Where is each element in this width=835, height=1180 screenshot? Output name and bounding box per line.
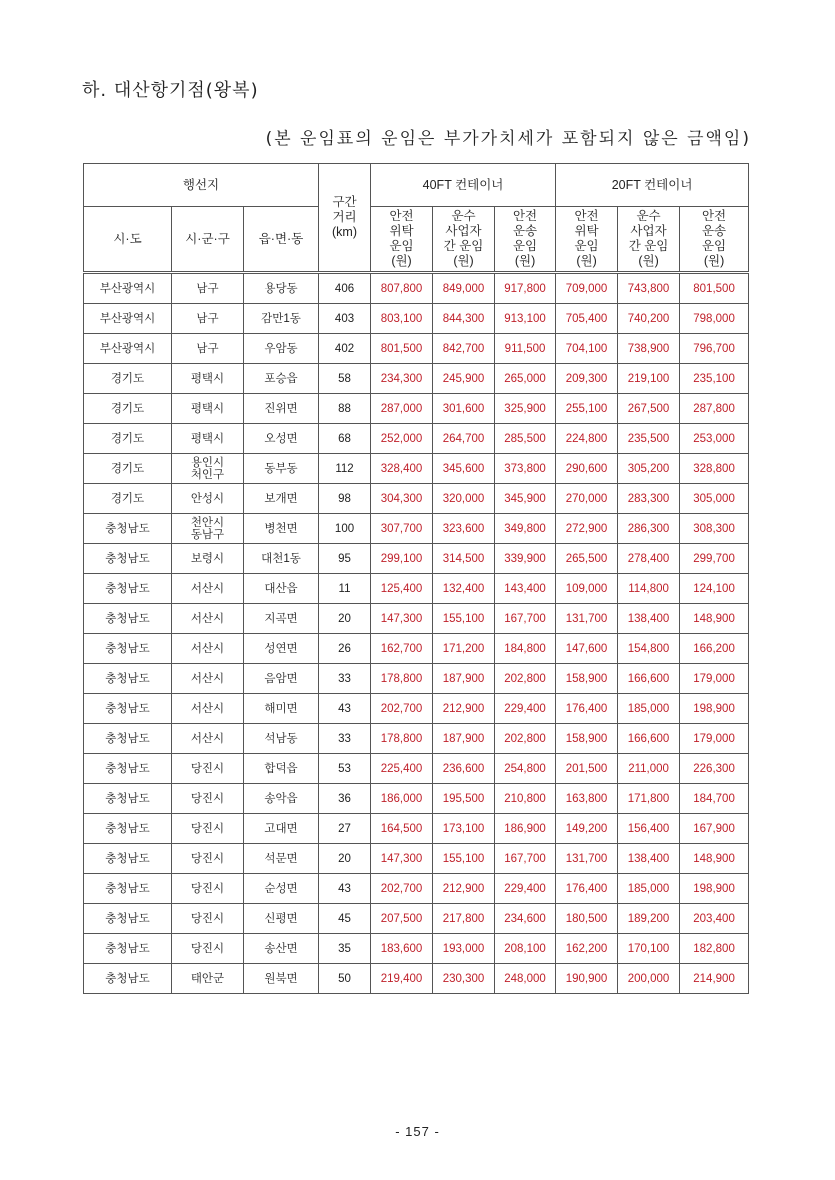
cell-40ft-transport: 254,800 [495,754,556,784]
cell-20ft-consign: 290,600 [556,454,618,484]
cell-sido: 충청남도 [84,844,172,874]
cell-sido: 충청남도 [84,964,172,994]
cell-sigungu: 서산시 [172,604,244,634]
cell-sigungu: 태안군 [172,964,244,994]
cell-20ft-transport: 796,700 [680,334,749,364]
cell-eupmyeondong: 보개면 [244,484,319,514]
cell-sido: 충청남도 [84,634,172,664]
cell-40ft-consign: 207,500 [371,904,433,934]
cell-40ft-transport: 167,700 [495,844,556,874]
cell-40ft-consign: 328,400 [371,454,433,484]
cell-20ft-consign: 272,900 [556,514,618,544]
cell-20ft-carrier: 156,400 [618,814,680,844]
cell-distance: 20 [319,844,371,874]
cell-20ft-consign: 201,500 [556,754,618,784]
cell-sigungu: 당진시 [172,874,244,904]
cell-20ft-transport: 124,100 [680,574,749,604]
cell-40ft-consign: 183,600 [371,934,433,964]
cell-eupmyeondong: 순성면 [244,874,319,904]
cell-40ft-carrier: 217,800 [433,904,495,934]
cell-40ft-carrier: 212,900 [433,694,495,724]
cell-sido: 충청남도 [84,814,172,844]
cell-distance: 45 [319,904,371,934]
cell-20ft-transport: 287,800 [680,394,749,424]
cell-distance: 26 [319,634,371,664]
cell-40ft-consign: 304,300 [371,484,433,514]
cell-sido: 충청남도 [84,604,172,634]
table-row [84,874,749,904]
cell-20ft-consign: 176,400 [556,874,618,904]
cell-40ft-carrier: 155,100 [433,604,495,634]
cell-eupmyeondong: 고대면 [244,814,319,844]
table-row [84,544,749,574]
cell-20ft-carrier: 138,400 [618,844,680,874]
header-sido: 시·도 [84,207,172,273]
cell-eupmyeondong: 음암면 [244,664,319,694]
cell-sigungu: 서산시 [172,574,244,604]
table-row [84,844,749,874]
cell-20ft-carrier: 114,800 [618,574,680,604]
cell-eupmyeondong: 신평면 [244,904,319,934]
cell-sigungu: 안성시 [172,484,244,514]
cell-40ft-consign: 162,700 [371,634,433,664]
header-20ft-consign: 안전 위탁 운임 (원) [556,207,618,273]
cell-40ft-carrier: 320,000 [433,484,495,514]
cell-eupmyeondong: 송산면 [244,934,319,964]
table-row [84,394,749,424]
cell-distance: 98 [319,484,371,514]
cell-40ft-transport: 345,900 [495,484,556,514]
cell-sigungu: 서산시 [172,664,244,694]
cell-20ft-transport: 179,000 [680,724,749,754]
cell-20ft-consign: 158,900 [556,724,618,754]
cell-sido: 경기도 [84,424,172,454]
cell-sido: 충청남도 [84,904,172,934]
header-20ft-transport: 안전 운송 운임 (원) [680,207,749,273]
cell-20ft-carrier: 189,200 [618,904,680,934]
cell-40ft-transport: 913,100 [495,304,556,334]
cell-40ft-transport: 349,800 [495,514,556,544]
cell-sido: 충청남도 [84,514,172,544]
cell-40ft-consign: 219,400 [371,964,433,994]
cell-20ft-consign: 209,300 [556,364,618,394]
cell-20ft-consign: 158,900 [556,664,618,694]
cell-40ft-carrier: 195,500 [433,784,495,814]
cell-sigungu: 남구 [172,304,244,334]
cell-40ft-consign: 147,300 [371,844,433,874]
cell-sido: 충청남도 [84,544,172,574]
cell-40ft-consign: 178,800 [371,724,433,754]
cell-sigungu: 당진시 [172,934,244,964]
cell-40ft-transport: 325,900 [495,394,556,424]
cell-20ft-transport: 328,800 [680,454,749,484]
cell-40ft-carrier: 345,600 [433,454,495,484]
cell-sigungu: 당진시 [172,904,244,934]
cell-20ft-carrier: 743,800 [618,273,680,304]
cell-20ft-carrier: 200,000 [618,964,680,994]
cell-sido: 경기도 [84,394,172,424]
cell-40ft-transport: 229,400 [495,874,556,904]
cell-eupmyeondong: 진위면 [244,394,319,424]
table-row [84,574,749,604]
cell-20ft-consign: 147,600 [556,634,618,664]
cell-eupmyeondong: 병천면 [244,514,319,544]
cell-40ft-transport: 143,400 [495,574,556,604]
cell-40ft-carrier: 193,000 [433,934,495,964]
cell-20ft-transport: 299,700 [680,544,749,574]
cell-40ft-consign: 186,000 [371,784,433,814]
table-row [84,754,749,784]
cell-sigungu: 당진시 [172,754,244,784]
table-row [84,304,749,334]
cell-20ft-transport: 166,200 [680,634,749,664]
cell-20ft-carrier: 738,900 [618,334,680,364]
cell-20ft-carrier: 166,600 [618,724,680,754]
cell-20ft-carrier: 154,800 [618,634,680,664]
cell-sigungu: 천안시 동남구 [172,514,244,544]
cell-eupmyeondong: 원북면 [244,964,319,994]
cell-40ft-carrier: 264,700 [433,424,495,454]
cell-40ft-carrier: 155,100 [433,844,495,874]
cell-40ft-carrier: 171,200 [433,634,495,664]
cell-40ft-consign: 164,500 [371,814,433,844]
cell-sido: 충청남도 [84,874,172,904]
cell-sido: 충청남도 [84,574,172,604]
cell-20ft-carrier: 171,800 [618,784,680,814]
cell-40ft-carrier: 844,300 [433,304,495,334]
cell-sigungu: 보령시 [172,544,244,574]
cell-20ft-transport: 235,100 [680,364,749,394]
table-row [84,424,749,454]
table-row [84,814,749,844]
cell-20ft-carrier: 166,600 [618,664,680,694]
cell-sido: 충청남도 [84,784,172,814]
table-row [84,934,749,964]
header-eupmyeondong: 읍·면·동 [244,207,319,273]
cell-20ft-consign: 709,000 [556,273,618,304]
cell-20ft-transport: 801,500 [680,273,749,304]
cell-20ft-transport: 203,400 [680,904,749,934]
cell-20ft-consign: 255,100 [556,394,618,424]
table-row [84,514,749,544]
header-destination: 행선지 [84,164,319,207]
cell-sido: 부산광역시 [84,304,172,334]
cell-20ft-transport: 182,800 [680,934,749,964]
cell-20ft-carrier: 286,300 [618,514,680,544]
cell-20ft-transport: 226,300 [680,754,749,784]
cell-eupmyeondong: 대산읍 [244,574,319,604]
cell-distance: 402 [319,334,371,364]
cell-sido: 충청남도 [84,664,172,694]
cell-40ft-consign: 807,800 [371,273,433,304]
cell-40ft-transport: 373,800 [495,454,556,484]
cell-20ft-carrier: 219,100 [618,364,680,394]
cell-20ft-carrier: 185,000 [618,694,680,724]
cell-sigungu: 당진시 [172,814,244,844]
cell-eupmyeondong: 석문면 [244,844,319,874]
cell-20ft-transport: 167,900 [680,814,749,844]
cell-40ft-transport: 202,800 [495,724,556,754]
cell-20ft-transport: 214,900 [680,964,749,994]
cell-40ft-transport: 917,800 [495,273,556,304]
cell-40ft-consign: 178,800 [371,664,433,694]
cell-sigungu: 서산시 [172,724,244,754]
cell-distance: 33 [319,724,371,754]
cell-40ft-carrier: 849,000 [433,273,495,304]
cell-20ft-carrier: 278,400 [618,544,680,574]
cell-20ft-consign: 224,800 [556,424,618,454]
cell-20ft-carrier: 267,500 [618,394,680,424]
cell-distance: 27 [319,814,371,844]
header-distance: 구간 거리 (km) [319,164,371,273]
cell-40ft-transport: 229,400 [495,694,556,724]
cell-sigungu: 서산시 [172,634,244,664]
cell-40ft-carrier: 132,400 [433,574,495,604]
cell-distance: 100 [319,514,371,544]
cell-40ft-carrier: 187,900 [433,724,495,754]
cell-20ft-transport: 148,900 [680,604,749,634]
cell-sido: 충청남도 [84,934,172,964]
cell-sido: 충청남도 [84,724,172,754]
cell-eupmyeondong: 석남동 [244,724,319,754]
cell-eupmyeondong: 대천1동 [244,544,319,574]
cell-distance: 50 [319,964,371,994]
cell-sigungu: 용인시 처인구 [172,454,244,484]
cell-20ft-carrier: 235,500 [618,424,680,454]
cell-distance: 403 [319,304,371,334]
cell-40ft-carrier: 323,600 [433,514,495,544]
cell-distance: 68 [319,424,371,454]
cell-40ft-transport: 248,000 [495,964,556,994]
cell-20ft-transport: 179,000 [680,664,749,694]
cell-distance: 88 [319,394,371,424]
cell-40ft-transport: 208,100 [495,934,556,964]
cell-eupmyeondong: 성연면 [244,634,319,664]
cell-eupmyeondong: 송악읍 [244,784,319,814]
cell-40ft-consign: 803,100 [371,304,433,334]
table-row [84,904,749,934]
cell-20ft-consign: 270,000 [556,484,618,514]
cell-40ft-carrier: 236,600 [433,754,495,784]
rate-rows [84,273,749,994]
cell-20ft-consign: 190,900 [556,964,618,994]
cell-20ft-transport: 798,000 [680,304,749,334]
cell-eupmyeondong: 용당동 [244,273,319,304]
cell-sigungu: 당진시 [172,844,244,874]
cell-sido: 부산광역시 [84,334,172,364]
cell-20ft-consign: 131,700 [556,844,618,874]
header-20ft: 20FT 컨테이너 [556,164,749,207]
cell-40ft-transport: 234,600 [495,904,556,934]
section-title: 하. 대산항기점(왕복) [82,80,259,101]
cell-20ft-transport: 198,900 [680,874,749,904]
cell-sigungu: 평택시 [172,394,244,424]
cell-40ft-transport: 184,800 [495,634,556,664]
cell-20ft-consign: 176,400 [556,694,618,724]
cell-20ft-consign: 705,400 [556,304,618,334]
page-number: - 157 - [395,1124,440,1139]
cell-40ft-transport: 285,500 [495,424,556,454]
cell-20ft-carrier: 211,000 [618,754,680,784]
cell-40ft-carrier: 842,700 [433,334,495,364]
table-row [84,454,749,484]
cell-distance: 43 [319,874,371,904]
cell-40ft-consign: 202,700 [371,874,433,904]
cell-eupmyeondong: 합덕읍 [244,754,319,784]
table-row [84,784,749,814]
cell-40ft-consign: 287,000 [371,394,433,424]
cell-40ft-carrier: 212,900 [433,874,495,904]
cell-eupmyeondong: 오성면 [244,424,319,454]
header-20ft-carrier: 운수 사업자 간 운임 (원) [618,207,680,273]
cell-40ft-consign: 125,400 [371,574,433,604]
cell-20ft-carrier: 740,200 [618,304,680,334]
header-40ft: 40FT 컨테이너 [371,164,556,207]
cell-20ft-transport: 308,300 [680,514,749,544]
cell-20ft-consign: 162,200 [556,934,618,964]
cell-20ft-transport: 305,000 [680,484,749,514]
table-row [84,364,749,394]
cell-distance: 33 [319,664,371,694]
cell-40ft-transport: 167,700 [495,604,556,634]
header-sigungu: 시·군·구 [172,207,244,273]
cell-20ft-consign: 704,100 [556,334,618,364]
cell-distance: 36 [319,784,371,814]
cell-40ft-consign: 801,500 [371,334,433,364]
cell-40ft-consign: 202,700 [371,694,433,724]
cell-eupmyeondong: 해미면 [244,694,319,724]
table-row [84,604,749,634]
table-row [84,484,749,514]
table-row [84,964,749,994]
table-row [84,664,749,694]
cell-20ft-consign: 163,800 [556,784,618,814]
cell-eupmyeondong: 포승읍 [244,364,319,394]
cell-20ft-carrier: 170,100 [618,934,680,964]
cell-40ft-transport: 186,900 [495,814,556,844]
cell-distance: 43 [319,694,371,724]
cell-40ft-carrier: 187,900 [433,664,495,694]
cell-40ft-consign: 299,100 [371,544,433,574]
table-row [84,694,749,724]
cell-sigungu: 서산시 [172,694,244,724]
cell-20ft-carrier: 305,200 [618,454,680,484]
cell-20ft-transport: 198,900 [680,694,749,724]
cell-20ft-consign: 131,700 [556,604,618,634]
table-row [84,334,749,364]
cell-20ft-transport: 184,700 [680,784,749,814]
cell-distance: 53 [319,754,371,784]
cell-40ft-carrier: 314,500 [433,544,495,574]
cell-40ft-transport: 202,800 [495,664,556,694]
cell-40ft-consign: 225,400 [371,754,433,784]
cell-40ft-consign: 252,000 [371,424,433,454]
cell-eupmyeondong: 지곡면 [244,604,319,634]
cell-distance: 20 [319,604,371,634]
cell-sido: 경기도 [84,364,172,394]
cell-sido: 충청남도 [84,694,172,724]
header-40ft-carrier: 운수 사업자 간 운임 (원) [433,207,495,273]
cell-40ft-carrier: 230,300 [433,964,495,994]
cell-sigungu: 평택시 [172,364,244,394]
cell-distance: 95 [319,544,371,574]
table-row [84,273,749,304]
cell-20ft-carrier: 283,300 [618,484,680,514]
cell-40ft-consign: 147,300 [371,604,433,634]
cell-40ft-carrier: 173,100 [433,814,495,844]
cell-20ft-consign: 109,000 [556,574,618,604]
header-40ft-transport: 안전 운송 운임 (원) [495,207,556,273]
cell-distance: 35 [319,934,371,964]
freight-rate-table [83,163,749,994]
cell-20ft-transport: 253,000 [680,424,749,454]
table-row [84,634,749,664]
cell-sido: 충청남도 [84,754,172,784]
cell-eupmyeondong: 우암동 [244,334,319,364]
cell-distance: 58 [319,364,371,394]
cell-20ft-consign: 149,200 [556,814,618,844]
cell-sido: 경기도 [84,454,172,484]
cell-40ft-transport: 339,900 [495,544,556,574]
cell-40ft-transport: 265,000 [495,364,556,394]
cell-sido: 경기도 [84,484,172,514]
vat-note: (본 운임표의 운임은 부가가치세가 포함되지 않은 금액임) [265,129,751,149]
cell-20ft-carrier: 185,000 [618,874,680,904]
cell-40ft-transport: 911,500 [495,334,556,364]
cell-20ft-consign: 265,500 [556,544,618,574]
cell-sigungu: 남구 [172,273,244,304]
cell-40ft-carrier: 245,900 [433,364,495,394]
table-row [84,724,749,754]
cell-40ft-consign: 307,700 [371,514,433,544]
cell-distance: 406 [319,273,371,304]
cell-distance: 11 [319,574,371,604]
cell-20ft-carrier: 138,400 [618,604,680,634]
header-40ft-consign: 안전 위탁 운임 (원) [371,207,433,273]
cell-sido: 부산광역시 [84,273,172,304]
cell-sigungu: 남구 [172,334,244,364]
cell-20ft-consign: 180,500 [556,904,618,934]
cell-40ft-transport: 210,800 [495,784,556,814]
cell-eupmyeondong: 감만1동 [244,304,319,334]
cell-sigungu: 당진시 [172,784,244,814]
cell-sigungu: 평택시 [172,424,244,454]
cell-eupmyeondong: 동부동 [244,454,319,484]
cell-20ft-transport: 148,900 [680,844,749,874]
cell-40ft-carrier: 301,600 [433,394,495,424]
cell-distance: 112 [319,454,371,484]
cell-40ft-consign: 234,300 [371,364,433,394]
